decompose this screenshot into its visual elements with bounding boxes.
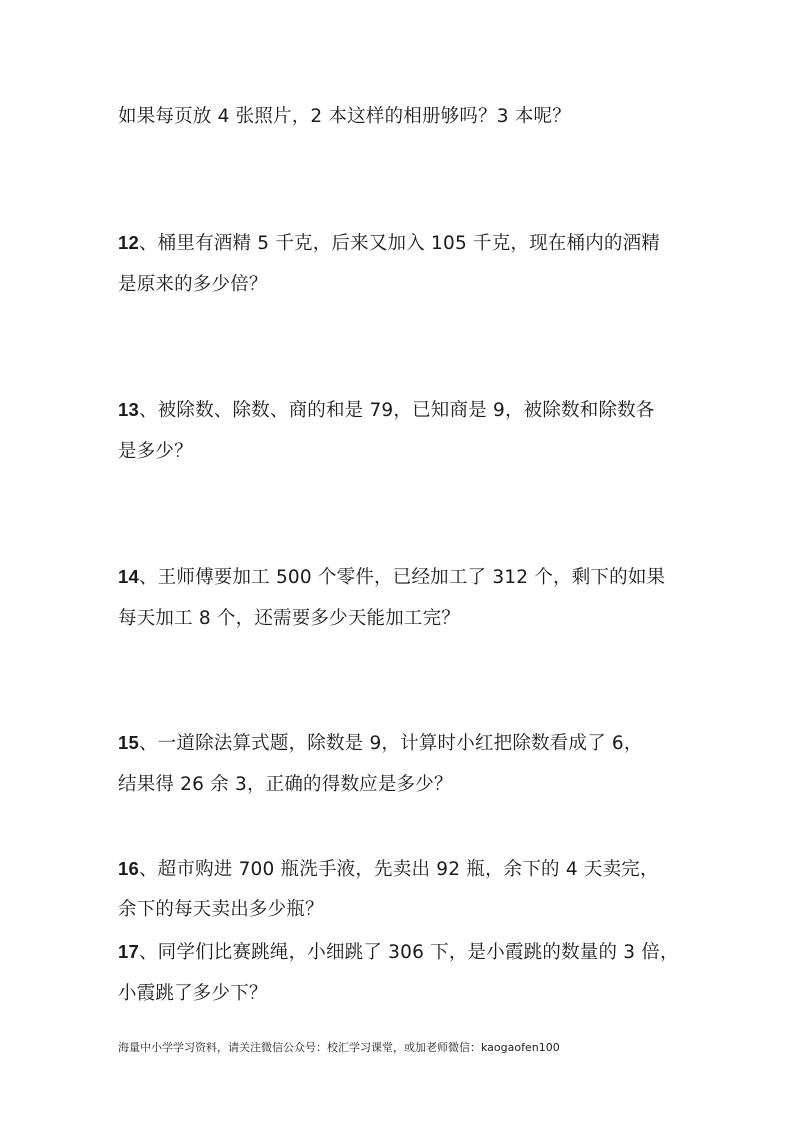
problem-number: 12 (118, 232, 139, 253)
problem-text: 、超市购进 700 瓶洗手液，先卖出 92 瓶，余下的 4 天卖完， (138, 859, 659, 880)
problem-15-line-2 (118, 772, 698, 798)
problem-14-line-2 (118, 606, 698, 632)
problem-text: 是多少？ (118, 441, 193, 462)
problem-number: 14 (118, 566, 139, 587)
problem-text: 结果得 26 余 3，正确的得数应是多少？ (118, 774, 453, 795)
problem-text: 余下的每天卖出多少瓶？ (118, 899, 324, 920)
problem-17-line-2 (118, 981, 698, 1007)
problem-14-line-1 (118, 564, 698, 591)
problem-text: 如果每页放 4 张照片，2 本这样的相册够吗？3 本呢？ (118, 106, 571, 127)
problem-17-line-1 (118, 939, 698, 966)
problem-13-line-2 (118, 439, 698, 465)
page-footer: 海量中小学学习资料，请关注微信公众号：校汇学习课堂，或加老师微信：kaogaofen100 (118, 1041, 560, 1054)
problem-text: 每天加工 8 个，还需要多少天能加工完？ (118, 608, 461, 629)
problem-16-line-2 (118, 897, 698, 923)
problem-number: 13 (118, 399, 139, 420)
problem-16-line-1 (118, 856, 698, 883)
problem-text: 、一道除法算式题，除数是 9，计算时小红把除数看成了 6， (138, 733, 643, 754)
problem-12-line-2 (118, 272, 698, 298)
problem-number: 17 (118, 941, 139, 962)
problem-text: 、王师傅要加工 500 个零件，已经加工了 312 个，剩下的如果 (138, 567, 666, 588)
problem-number: 16 (118, 858, 139, 879)
problem-text: 、被除数、除数、商的和是 79，已知商是 9，被除数和除数各 (138, 400, 655, 421)
problem-15-line-1 (118, 730, 698, 757)
problem-text: 小霞跳了多少下？ (118, 983, 268, 1004)
problem-number: 15 (118, 732, 139, 753)
problem-text: 是原来的多少倍？ (118, 274, 268, 295)
problem-13-line-1 (118, 397, 698, 424)
problem-11-line-2 (118, 104, 698, 130)
problem-text: 、同学们比赛跳绳，小细跳了 306 下，是小霞跳的数量的 3 倍， (138, 942, 679, 963)
problem-text: 、桶里有酒精 5 千克，后来又加入 105 千克，现在桶内的酒精 (138, 233, 660, 254)
problem-12-line-1 (118, 230, 698, 257)
